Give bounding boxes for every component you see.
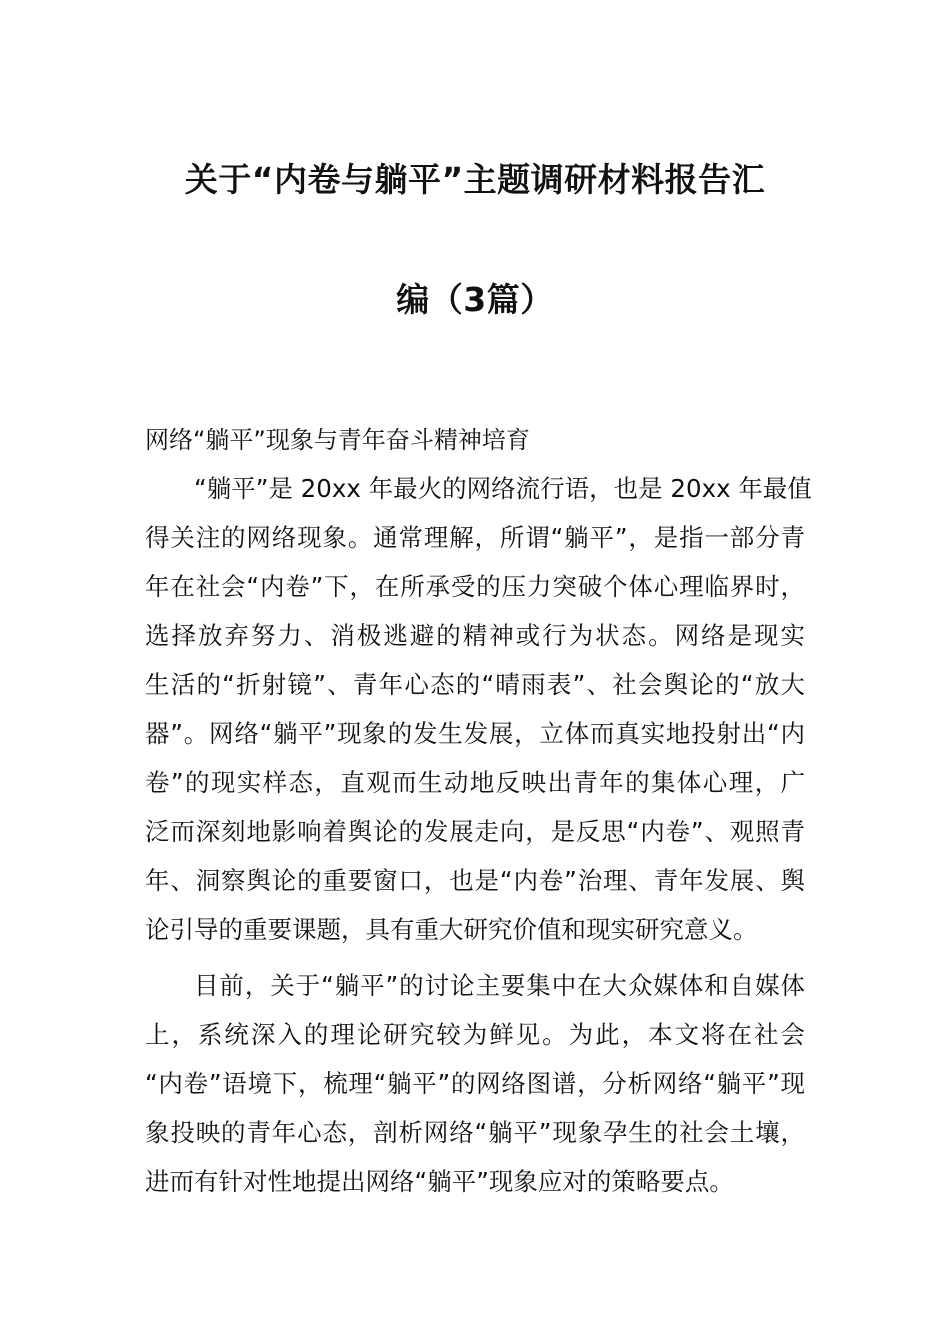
paragraph-1-line: “躺平”是 20xx 年最火的网络流行语，也是 20xx 年最值 [194, 474, 812, 503]
paragraph-1-line: 器”。网络“躺平”现象的发生发展，立体而真实地投射出“内 [145, 719, 805, 748]
paragraph-2-line: “内卷”语境下，梳理“躺平”的网络图谱，分析网络“躺平”现 [145, 1069, 805, 1098]
paragraph-1-line: 生活的“折射镜”、青年心态的“晴雨表”、社会舆论的“放大 [145, 670, 805, 699]
paragraph-2-line: 目前，关于“躺平”的讨论主要集中在大众媒体和自媒体 [194, 971, 805, 1000]
paragraph-2-line: 象投映的青年心态，剖析网络“躺平”现象孕生的社会土壤， [145, 1118, 805, 1147]
section-heading: 网络“躺平”现象与青年奋斗精神培育 [145, 426, 530, 454]
paragraph-2-line: 进而有针对性地提出网络“躺平”现象应对的策略要点。 [145, 1167, 734, 1196]
paragraph-2-line: 上，系统深入的理论研究较为鲜见。为此，本文将在社会 [145, 1020, 805, 1049]
paragraph-1-line: 年在社会“内卷”下，在所承受的压力突破个体心理临界时， [145, 572, 805, 601]
paragraph-1-line: 得关注的网络现象。通常理解，所谓“躺平”，是指一部分青 [145, 523, 805, 552]
paragraph-1-line: 论引导的重要课题，具有重大研究价值和现实研究意义。 [145, 915, 758, 944]
paragraph-1-line: 选择放弃努力、消极逃避的精神或行为状态。网络是现实 [145, 621, 805, 650]
document-title-line-1: 关于“内卷与躺平”主题调研材料报告汇 [184, 160, 766, 199]
paragraph-1-line: 泛而深刻地影响着舆论的发展走向，是反思“内卷”、观照青 [145, 817, 805, 846]
paragraph-1-line: 年、洞察舆论的重要窗口，也是“内卷”治理、青年发展、舆 [145, 866, 805, 895]
document-title-line-2: 编（3篇） [396, 280, 554, 319]
paragraph-1-line: 卷”的现实样态，直观而生动地反映出青年的集体心理，广 [145, 768, 805, 797]
